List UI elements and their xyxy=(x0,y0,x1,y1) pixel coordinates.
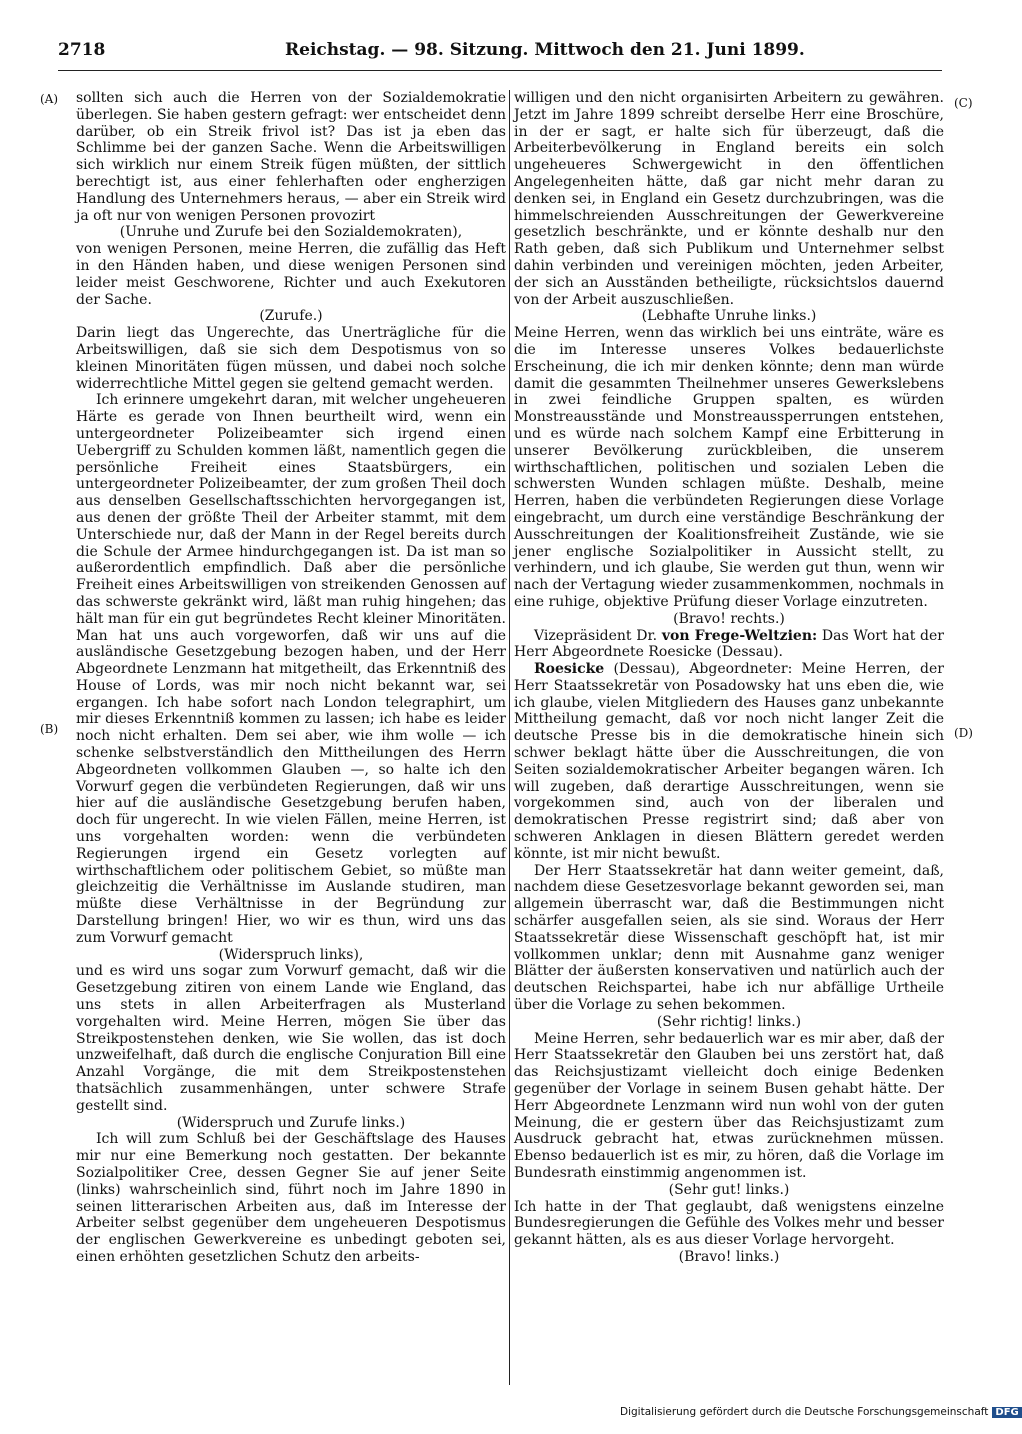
paragraph: Der Herr Staatssekretär hat dann weiter gemeint, daß, nachdem diese Gesetzesvorlage bekannt geworden sei, man allgemein überrascht war, daß die Bestimmungen nicht schärfer ausgefallen seien, als sie sind. Woraus der Herr Staatssekretär diese Wissenschaft geschöpft hat, ist mir vollkommen unklar; denn mit Ausnahme ganz weniger Blätter der äußersten konservativen und natürlich auch der deutschen Reichspartei, habe ich nur abfällige Urtheile über die Vorlage zu sehen bekommen. xyxy=(514,862,944,1014)
speaker-name: Roesicke xyxy=(534,661,605,678)
margin-marker-b: (B) xyxy=(40,722,59,736)
speaker-text: (Dessau), Abgeordneter: Meine Herren, der Herr Staatssekretär von Posadowsky hat uns eben die, wie ich glaube, vielen Mitgliedern des Hauses ganz unbekannte Mittheilung gemacht, daß vor noch nicht langer Zeit die deutsche Presse bis in die demokratische hinein sich schwer beklagt hätte über die Ausschreitungen, die von Seiten sozialdemokratischer Arbeiter begangen wären. Ich will zugeben, daß derartige Ausschreitungen, wenn sie vorgekommen sind, auch von der liberalen und demokratischen Presse registrirt sind; daß aber von schweren Anklagen in diesen Blättern geredet werden könnte, ist mir nicht bewußt. xyxy=(514,661,944,862)
page-header xyxy=(0,0,1000,70)
paragraph: und es wird uns sogar zum Vorwurf gemacht, daß wir die Gesetzgebung zitiren von einem Lande wie England, das uns stets in allen Arbeiterfragen als Musterland vorgehalten wird. Meine Herren, mögen Sie über das Streikpostenstehen denken, wie Sie wollen, das ist doch unzweifelhaft, daß durch die englische Conjuration Bill eine Anzahl Vorgänge, die mit dem Streikpostenstehen thatsächlich zusammenhängen, unter schwere Strafe gestellt sind. xyxy=(76,963,506,1114)
credit-text: Digitalisierung gefördert durch die Deutsche Forschungsgemeinschaft xyxy=(620,1406,989,1418)
paragraph: von wenigen Personen, meine Herren, die zufällig das Heft in den Händen haben, und diese wenigen Personen sind leider meist Geschworene, Richter und auch Exekutoren der Sache. xyxy=(76,241,506,308)
header-rule xyxy=(58,70,942,71)
paragraph: Ich erinnere umgekehrt daran, mit welcher ungeheueren Härte es gerade von Ihnen beurtheilt wird, wenn ein untergeordneter Polizeibeamter sich irgend einen Uebergriff zu Schulden kommen läßt, namentlich gegen die persönliche Freiheit eines Staatsbürgers, ein untergeordneter Polizeibeamter, der zum großen Theil doch aus denselben Gesellschaftsschichten hervorgegangen ist, aus denen der größte Theil der Arbeiter stammt, mit dem Unterschiede nur, daß der Mann in der Regel bereits durch die Schule der Armee hindurchgegangen ist. Da ist man so außerordentlich empfindlich. Daß aber die persönliche Freiheit eines Arbeitswilligen von streikenden Genossen auf das schwerste gekränkt wird, läßt man ruhig hingehen; das hält man für ein gut begründetes Recht kleiner Minoritäten. Man hat uns auch vorgeworfen, daß wir uns auf die ausländische Gesetzgebung bezogen haben, und der Herr Abgeordnete Lenzmann hat mitgetheilt, das Erkenntniß des House of Lords, was mir noch nicht bekannt war, sei ergangen. Ich habe sofort nach London telegraphirt, um mir dieses Erkenntniß kommen zu lassen; ich habe es leider noch nicht erhalten. Dem sei aber, wie ihm wolle — ich schenke selbstverständlich den Mittheilungen des Herrn Abgeordneten vollkommen Glauben —, so halte ich den Vorwurf gegen die verbündeten Regierungen, daß wir uns hier auf die ausländische Gesetzgebung berufen haben, doch für ungerecht. In wie vielen Fällen, meine Herren, ist uns vorgehalten worden: wenn die verbündeten Regierungen irgend ein Gesetz vorlegten auf wirthschaftlichem oder politischem Gebiet, so müßte man gleichzeitig die Verhältnisse im Auslande studiren, man müßte diese Verhältnisse in der Begründung zur Darstellung bringen! Hier, wo wir es thun, wird uns das zum Vorwurf gemacht xyxy=(76,392,506,946)
speaker-text: Das Wort hat der Herr Abgeordnete Roesicke (Dessau). xyxy=(514,627,944,661)
paragraph: Darin liegt das Ungerechte, das Unerträgliche für die Arbeitswilligen, daß sie sich dem Despotismus von so kleinen Minoritäten fügen müssen, und dabei noch solche widerrechtliche Mittel gegen sie geltend gemacht werden. xyxy=(76,325,506,392)
speaker-title: Vizepräsident Dr. xyxy=(534,627,662,644)
paragraph: Ich hatte in der That geglaubt, daß wenigstens einzelne Bundesregierungen die Gefühle des Volkes mehr und besser gekannt hätten, als es aus dieser Vorlage hervorgeht. xyxy=(514,1198,944,1249)
paragraph: Ich will zum Schluß bei der Geschäftslage des Hauses mir nur eine Bemerkung noch gestatten. Der bekannte Sozialpolitiker Cree, dessen Gegner Sie auf jener Seite (links) wahrscheinlich sind, führt noch im Jahre 1890 in seinen litterarischen Arbeiten aus, daß im Interesse der Arbeiter selbst gegenüber dem ungeheueren Despotismus der englischen Gewerkvereine es unbedingt geboten sei, einen erhöhten gesetzlichen Schutz den arbeits- xyxy=(76,1131,506,1265)
margin-marker-c: (C) xyxy=(954,96,973,110)
speaker-name: von Frege-Weltzien: xyxy=(661,627,818,644)
margin-marker-a: (A) xyxy=(40,92,59,106)
running-title: Reichstag. — 98. Sitzung. Mittwoch den 21. Juni 1899. xyxy=(285,40,805,60)
paragraph: sollten sich auch die Herren von der Sozialdemokratie überlegen. Sie haben gestern gefragt: wer entscheidet denn darüber, ob ein Streik frivol ist? Das ist ja eben das Schlimme bei der ganzen Sache. Wenn die Arbeitswilligen sich wirklich nur einem Streik fügen müßten, der sittlich berechtigt ist, aus einer fehlerhaften oder engherzigen Handlung des Unternehmers heraus, — aber ein Streik wird ja oft nur von wenigen Personen provozirt xyxy=(76,90,506,224)
stage-direction: (Sehr richtig! links.) xyxy=(656,1013,802,1030)
margin-marker-d: (D) xyxy=(954,726,973,740)
left-column xyxy=(76,90,506,1266)
dfg-logo: DFG xyxy=(992,1407,1021,1418)
page-number: 2718 xyxy=(58,40,106,60)
stage-direction: (Zurufe.) xyxy=(259,308,323,325)
speaker-paragraph xyxy=(514,628,944,662)
stage-direction: (Bravo! links.) xyxy=(678,1248,780,1265)
stage-direction: (Unruhe und Zurufe bei den Sozialdemokraten), xyxy=(119,224,463,241)
dfg-credit xyxy=(620,1406,1022,1418)
column-divider xyxy=(509,90,510,1385)
stage-direction: (Widerspruch und Zurufe links.) xyxy=(176,1114,406,1131)
paragraph: Meine Herren, sehr bedauerlich war es mir aber, daß der Herr Staatssekretär den Glauben bei uns zerstört hat, daß das Reichsjustizamt vielleicht doch einige Bedenken gegenüber der Vorlage in seinem Busen gehabt hätte. Der Herr Abgeordnete Lenzmann wird nun wohl von der guten Meinung, die er gestern über das Reichsjustizamt zum Ausdruck gebracht hat, etwas zurücknehmen müssen. Ebenso bedauerlich ist es mir, zu hören, daß die Vorlage im Bundesrath einstimmig angenommen ist. xyxy=(514,1030,944,1181)
stage-direction: (Sehr gut! links.) xyxy=(668,1181,790,1198)
right-column xyxy=(514,90,944,1266)
speaker-paragraph xyxy=(514,661,944,863)
paragraph: Meine Herren, wenn das wirklich bei uns einträte, wäre es die im Interesse unseres Volkes bedauerlichste Erscheinung, die ich mir denken könnte; denn man würde damit die gesammten Theilnehmer unseres Gewerkslebens in zwei feindliche Gruppen spalten, es würden Monstreausstände und Monstreaussperrungen entstehen, und es würde nach solchem Kampf eine Erbitterung in unserer Bevölkerung zurückbleiben, die unserem wirthschaftlichen, politischen und sozialen Leben die schwersten Wunden schlagen müßte. Deshalb, meine Herren, haben die verbündeten Regierungen diese Vorlage eingebracht, um durch eine verständige Beschränkung der Ausschreitungen der Koalitionsfreiheit Zustände, wie sie jener englische Sozialpolitiker in Aussicht stellt, zu verhindern, und ich glaube, Sie werden gut thun, wenn wir nach der Vertagung wieder zusammenkommen, nochmals in eine ruhige, objektive Prüfung dieser Vorlage einzutreten. xyxy=(514,325,944,610)
stage-direction: (Bravo! rechts.) xyxy=(673,610,785,627)
stage-direction: (Lebhafte Unruhe links.) xyxy=(641,308,817,325)
stage-direction: (Widerspruch links), xyxy=(218,946,364,963)
paragraph: willigen und den nicht organisirten Arbeitern zu gewähren. Jetzt im Jahre 1899 schreibt derselbe Herr eine Broschüre, in der er sagt, er halte sich für überzeugt, daß die Arbeiterbevölkerung in England bereits ein solch ungeheueres Schwergewicht in den öffentlichen Angelegenheiten hätte, daß gar nicht mehr daran zu denken sei, in England ein Gesetz durchzubringen, was die himmelschreienden Ausschreitungen der Gewerkvereine gesetzlich beschränkte, und er könnte deshalb nur den Rath geben, daß sich Publikum und Unternehmer selbst dahin verbinden und vereinigen möchten, jeden Arbeiter, der sich an Ausständen betheiligte, rücksichtslos dauernd von der Arbeit auszuschließen. xyxy=(514,90,944,308)
